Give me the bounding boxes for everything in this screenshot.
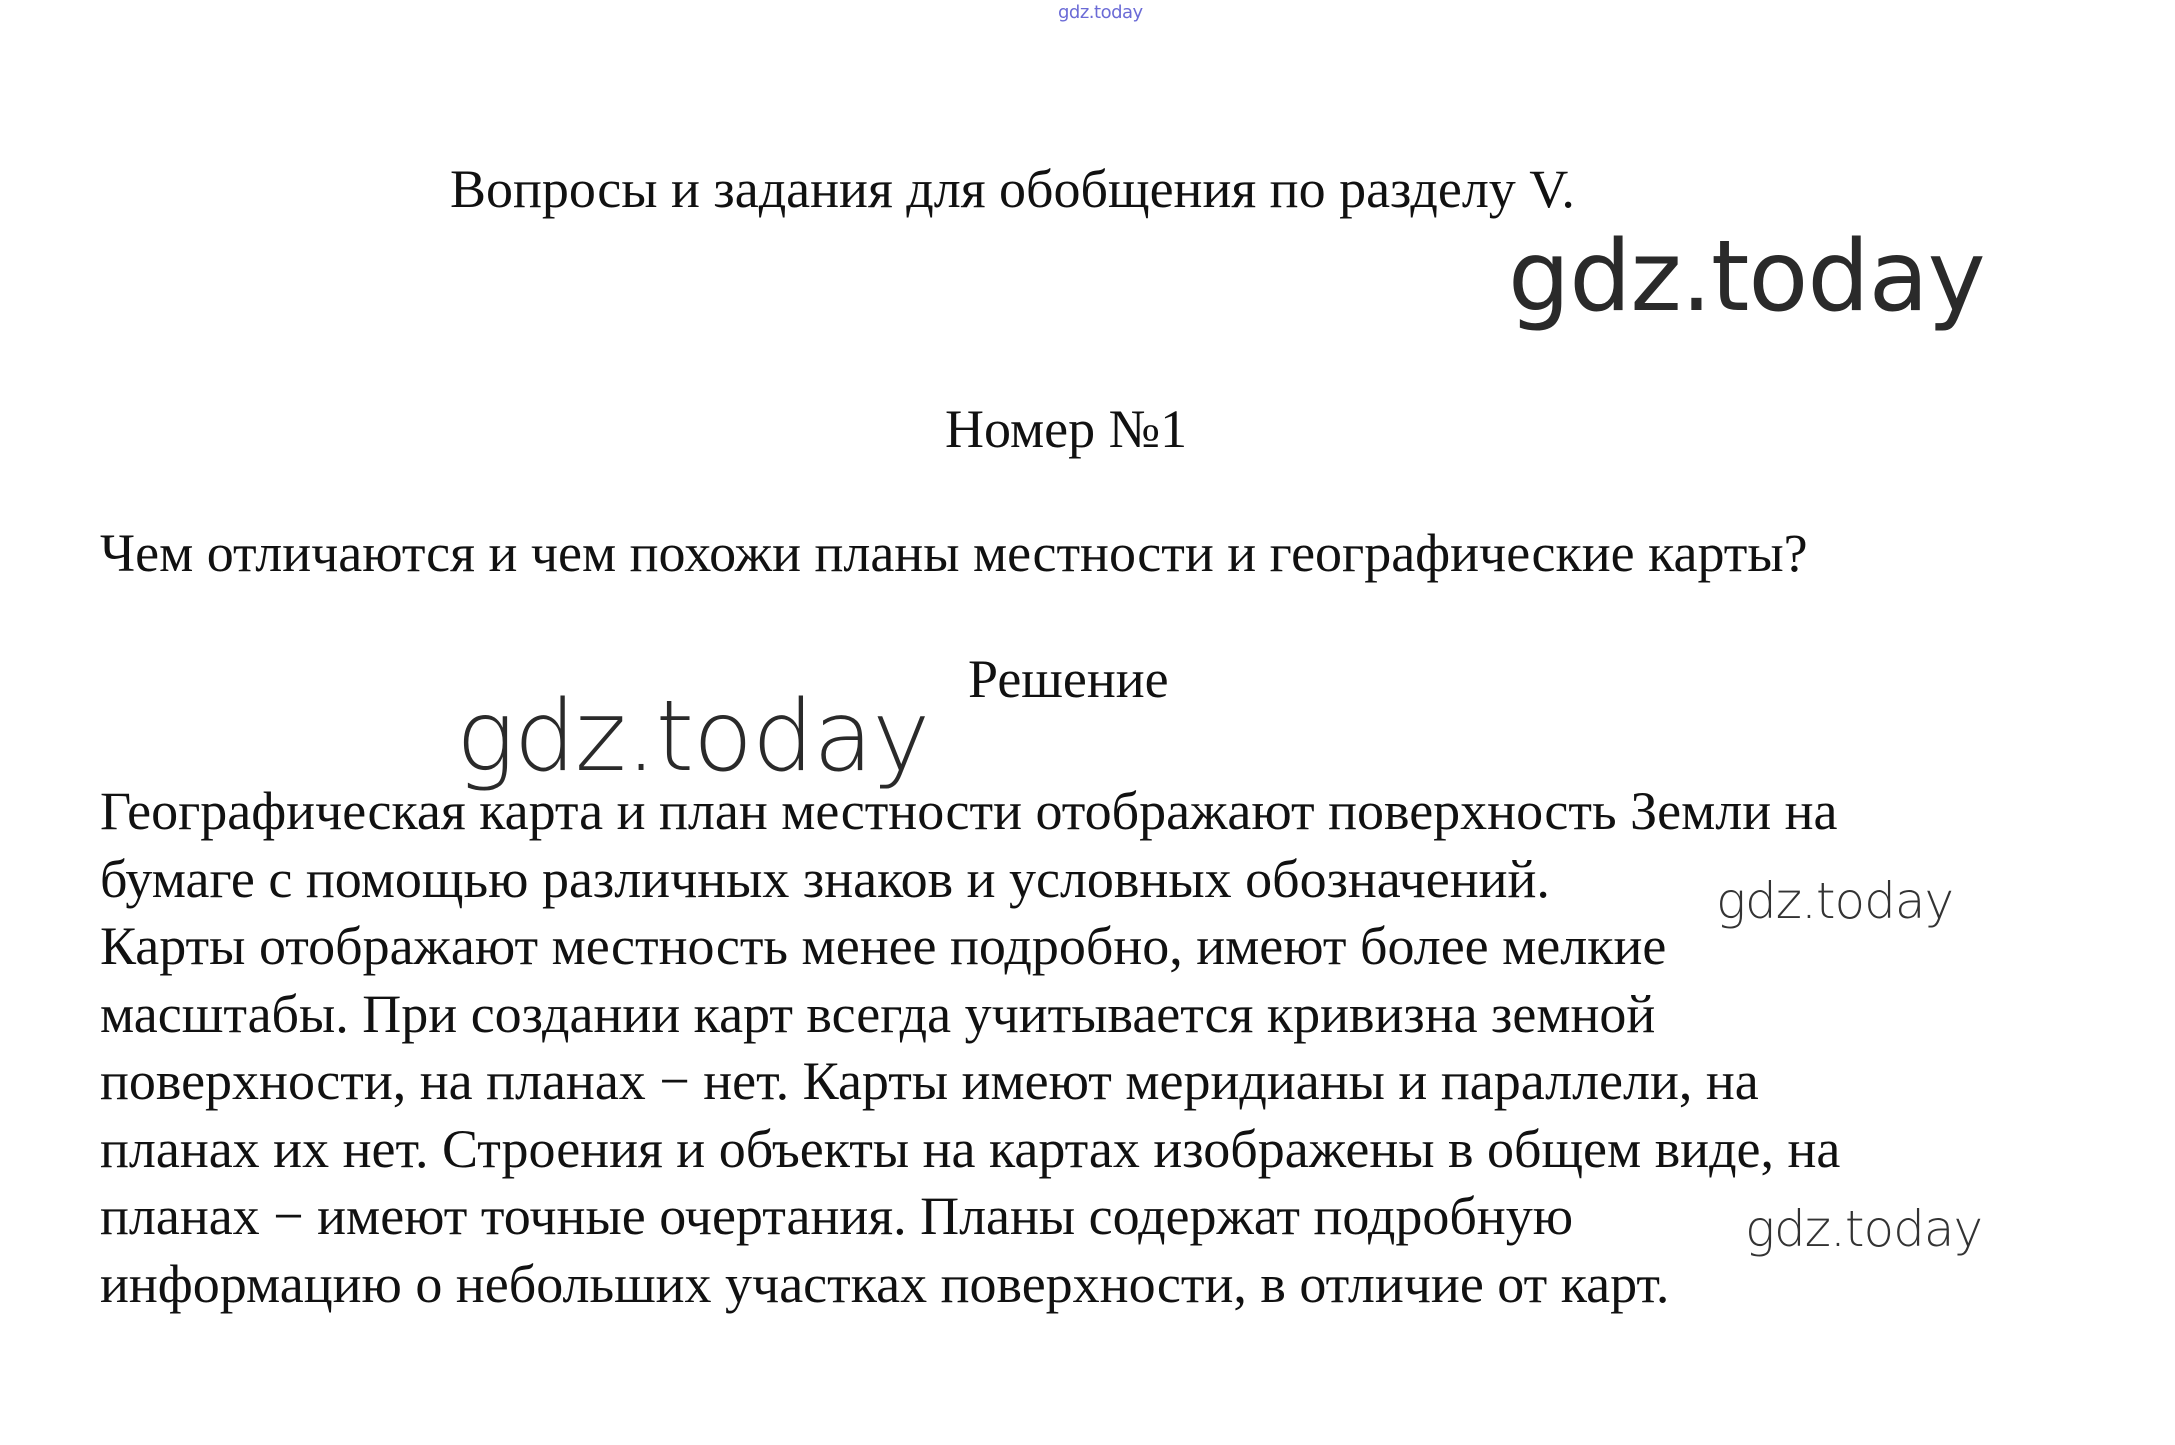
answer-line: бумаге с помощью различных знаков и условных обозначений.: [100, 848, 1550, 909]
answer-line: планах − имеют точные очертания. Планы содержат подробную: [100, 1186, 1574, 1246]
answer-line: масштабы. При создании карт всегда учитывается кривизна земной: [100, 983, 1656, 1044]
top-watermark: gdz.today: [1058, 2, 1143, 23]
answer-line: Географическая карта и план местности отображают поверхность Земли на: [100, 781, 1838, 841]
section-title: Вопросы и задания для обобщения по разделу V.: [450, 159, 1575, 219]
answer-line: поверхности, на планах − нет. Карты имеют меридианы и параллели, на: [100, 1051, 1759, 1111]
answer-line: информацию о небольших участках поверхности, в отличие от карт.: [100, 1253, 1670, 1314]
watermark-logo: gdz.today: [1745, 1200, 1983, 1258]
question-text: Чем отличаются и чем похожи планы местности и географические карты?: [100, 523, 1808, 583]
answer-paragraph: [100, 778, 1840, 1318]
watermark-logo: gdz.today: [456, 680, 930, 794]
watermark-logo: gdz.today: [1716, 872, 1954, 930]
watermark-logo: gdz.today: [1508, 220, 1985, 334]
solution-heading: Решение: [968, 649, 1169, 709]
answer-line: планах их нет. Строения и объекты на картах изображены в общем виде, на: [100, 1118, 1841, 1179]
answer-line: Карты отображают местность менее подробно, имеют более мелкие: [100, 916, 1667, 976]
task-number: Номер №1: [945, 399, 1188, 459]
